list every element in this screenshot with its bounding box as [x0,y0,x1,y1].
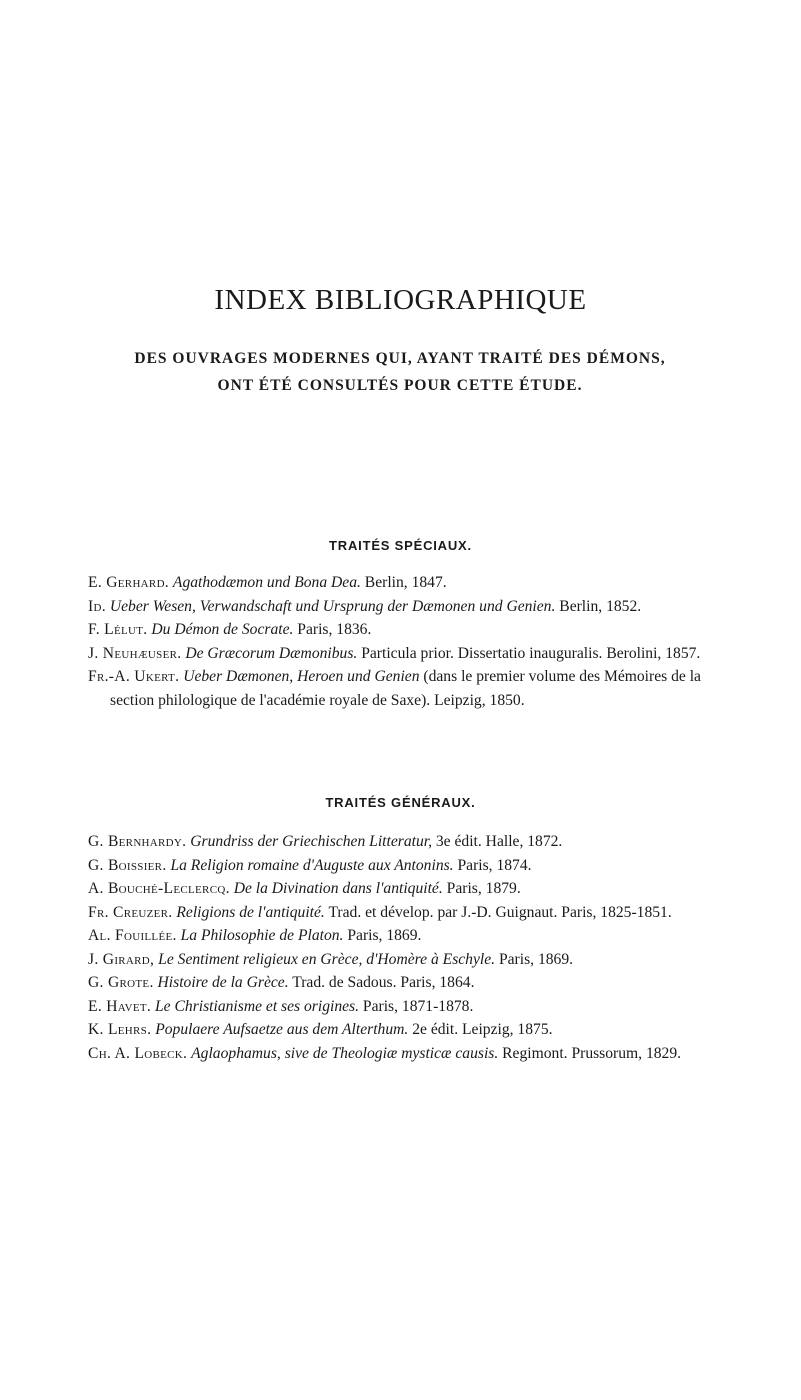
bibliography-entry [88,948,748,972]
bibliography-entry [88,877,748,901]
bibliography-entry [88,995,748,1019]
bibliography-entry [88,830,748,854]
entry-author: A. Bouché-Leclercq. [88,880,230,897]
entries-traites-speciaux [88,571,748,712]
entry-details: 2e édit. Leipzig, 1875. [408,1021,553,1038]
entry-author: F. Lélut. [88,621,148,638]
entry-work: Le Christianisme et ses origines. [155,997,360,1015]
entry-author: E. Havet. [88,997,152,1015]
entry-work: Du Démon de Socrate. [151,621,294,638]
entry-details: Paris, 1879. [442,880,521,897]
entry-details: 3e édit. Halle, 1872. [431,833,563,850]
entry-details: (dans le premier volume des Mémoires de la section philologique de l'académie royale de Saxe). Leipzig, 1850. [110,668,701,709]
bibliography-entry [88,571,748,595]
entry-author: G. Bernhardy. [88,833,187,850]
entry-author: Fr. Creuzer. [88,903,173,921]
entry-details: Paris, 1869. [343,927,422,944]
entry-work: De la Divination dans l'antiquité. [233,880,443,897]
entry-work: Grundriss der Griechischen Litteratur, [190,833,432,850]
entry-details: Berlin, 1847. [360,574,447,591]
entry-details: Particula prior. Dissertatio inauguralis. Berolini, 1857. [357,644,701,662]
entry-work: Ueber Wesen, Verwandschaft und Ursprung der Dæmonen und Genien. [109,597,556,615]
entry-work: Histoire de la Grèce. [157,974,289,991]
subtitle-line-2: ONT ÉTÉ CONSULTÉS POUR CETTE ÉTUDE. [217,377,583,394]
entry-work: Aglaophamus, sive de Theologiæ mysticæ causis. [191,1044,499,1062]
page-subtitle [40,345,760,399]
entry-work: La Religion romaine d'Auguste aux Antonins. [170,856,454,874]
entry-work: De Græcorum Dæmonibus. [185,644,358,662]
entry-details: Paris, 1874. [453,856,532,874]
bibliography-entry [88,642,748,666]
entries-traites-generaux [88,830,748,1065]
entry-author: G. Boissier. [88,856,167,874]
entry-work: Ueber Dæmonen, Heroen und Genien [183,668,420,685]
entry-author: Id. [88,597,106,615]
entry-work: Populaere Aufsaetze aus dem Alterthum. [155,1021,409,1038]
bibliography-entry [88,665,748,712]
entry-author: Ch. A. Lobeck. [88,1044,188,1062]
bibliography-entry [88,854,748,878]
entry-author: K. Lehrs. [88,1021,152,1038]
bibliography-entry [88,924,748,948]
entry-details: Berlin, 1852. [555,597,642,615]
entry-work: La Philosophie de Platon. [180,927,344,944]
bibliography-entry [88,1042,748,1066]
entry-work: Le Sentiment religieux en Grèce, d'Homère à Eschyle. [158,950,496,968]
bibliography-entry [88,1018,748,1042]
bibliography-entry [88,971,748,995]
entry-details: Paris, 1836. [293,621,372,638]
entry-author: J. Neuhæuser. [88,644,182,662]
entry-work: Agathodæmon und Bona Dea. [172,574,361,591]
bibliography-entry [88,618,748,642]
entry-author: J. Girard, [88,950,155,968]
entry-author: E. Gerhard. [88,574,170,591]
bibliography-entry [88,595,748,619]
entry-author: G. Grote. [88,974,154,991]
entry-details: Regimont. Prussorum, 1829. [498,1044,682,1062]
bibliography-entry [88,901,748,925]
section-heading-traites-speciaux: TRAITÉS SPÉCIAUX. [329,538,472,553]
entry-work: Religions de l'antiquité. [176,903,325,921]
entry-details: Trad. de Sadous. Paris, 1864. [288,974,475,991]
entry-author: Al. Fouillée. [88,927,177,944]
subtitle-line-1: DES OUVRAGES MODERNES QUI, AYANT TRAITÉ DES DÉMONS, [134,350,666,367]
entry-details: Paris, 1871-1878. [359,997,474,1015]
entry-author: Fr.-A. Ukert. [88,668,180,685]
section-heading-traites-generaux: TRAITÉS GÉNÉRAUX. [325,795,476,810]
page-title: INDEX BIBLIOGRAPHIQUE [214,284,587,316]
entry-details: Paris, 1869. [495,950,574,968]
entry-details: Trad. et dévelop. par J.-D. Guignaut. Paris, 1825-1851. [324,903,672,921]
